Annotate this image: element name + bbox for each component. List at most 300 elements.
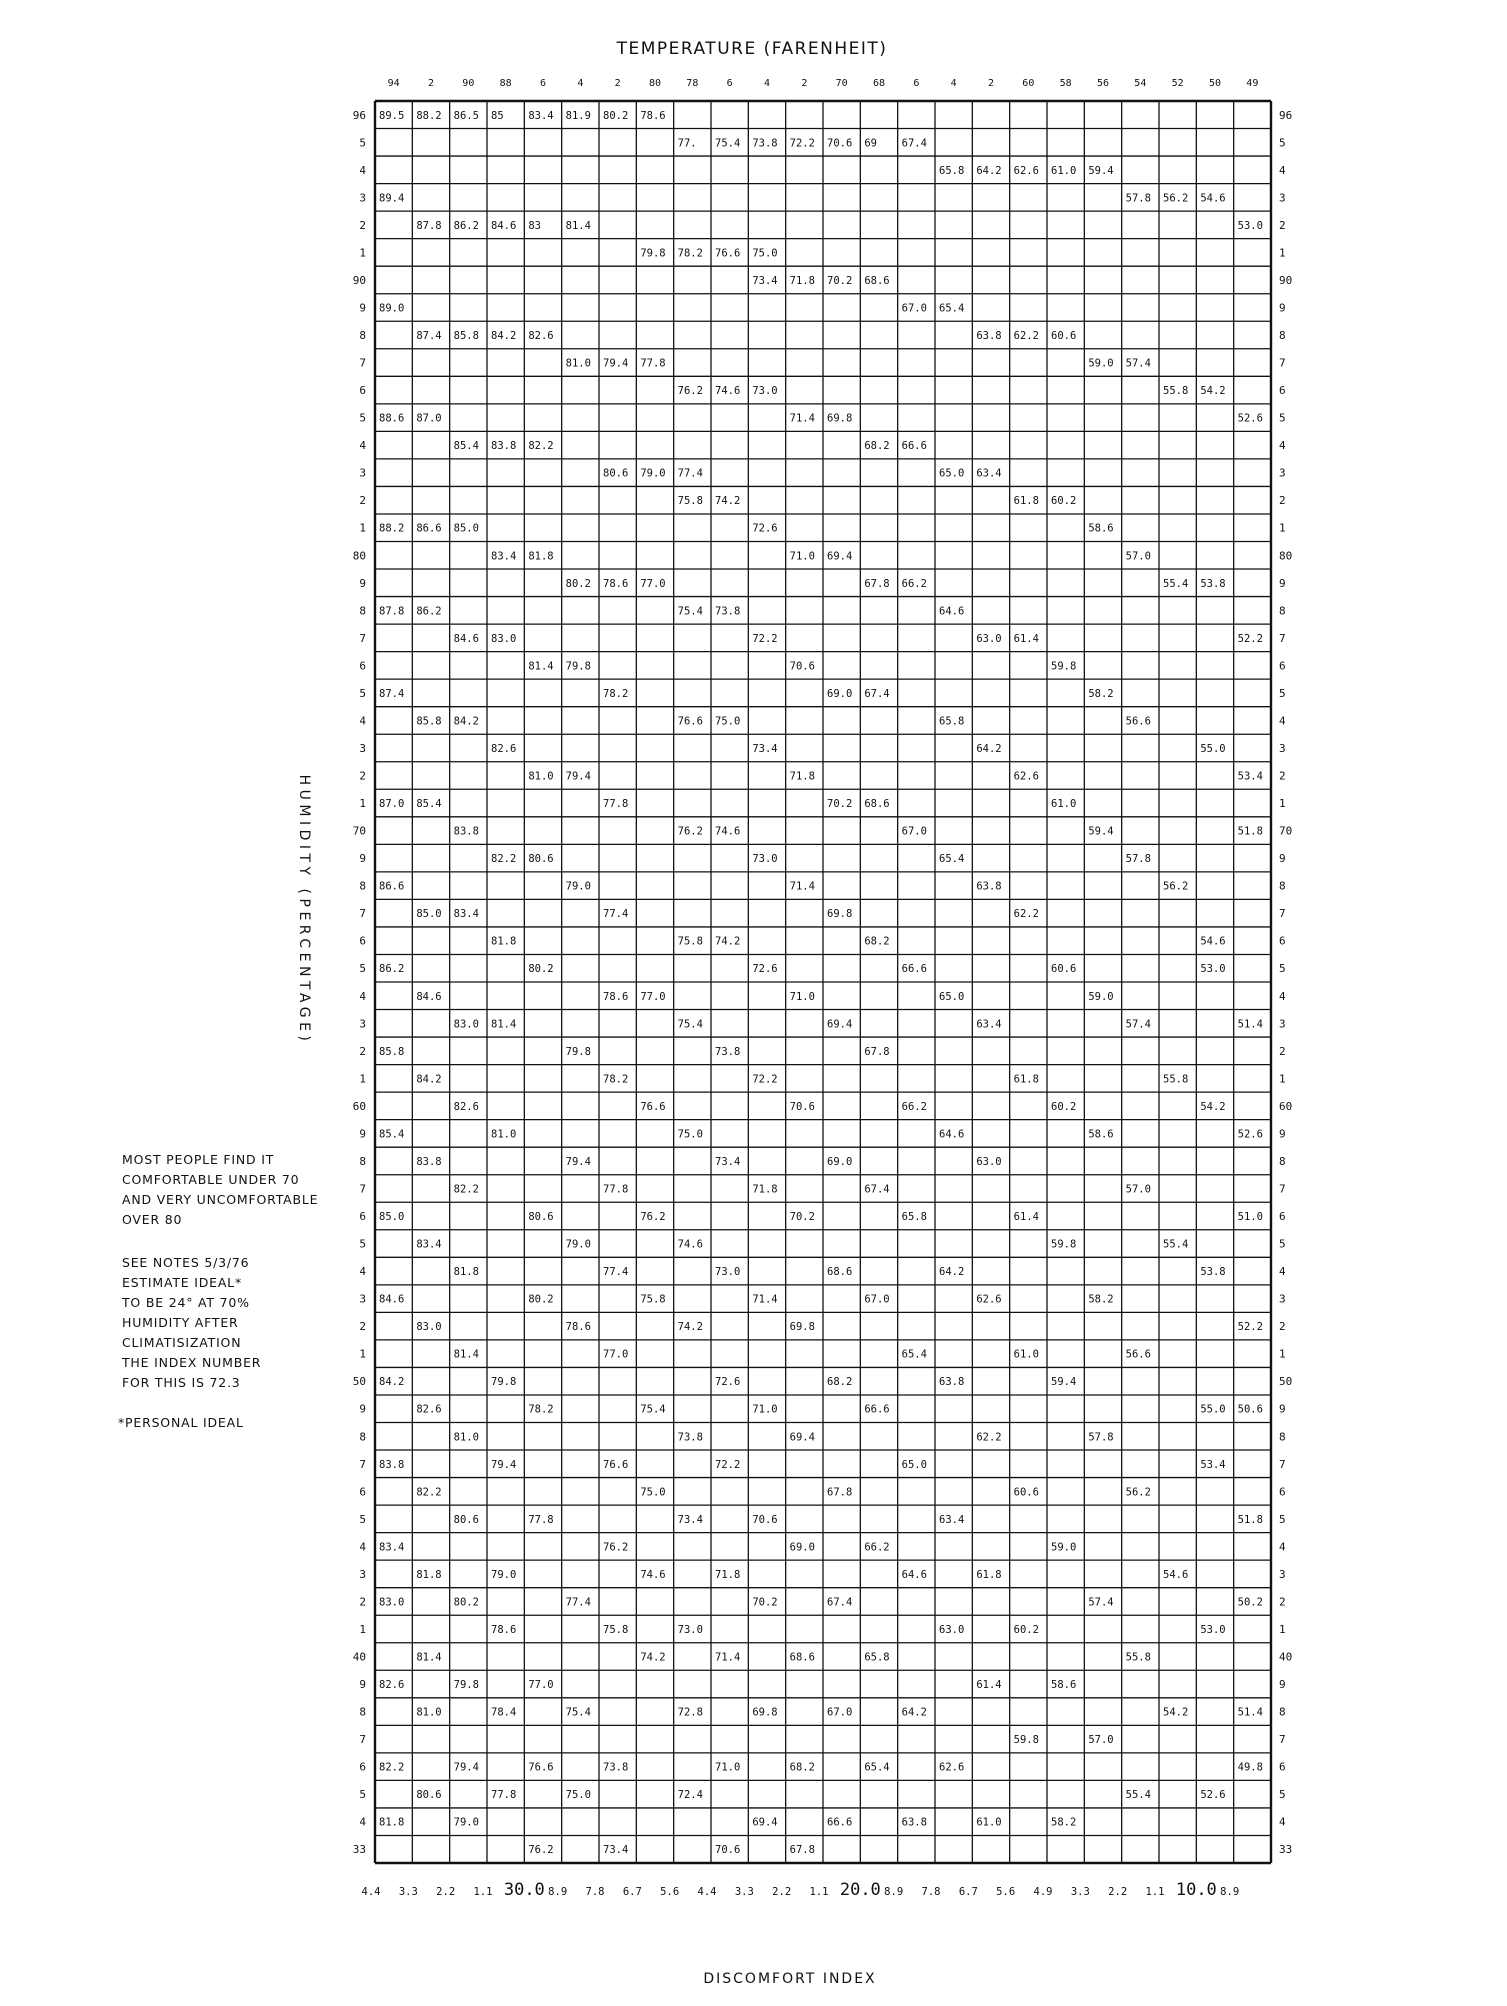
cell-value: 63.4 xyxy=(939,1513,965,1526)
humidity-label-right: 5 xyxy=(1279,686,1286,700)
cell-value: 83.4 xyxy=(379,1541,405,1554)
cell-value: 59.0 xyxy=(1051,1541,1077,1554)
cell-value: 83.4 xyxy=(416,1238,442,1251)
cell-value: 68.6 xyxy=(864,274,890,287)
humidity-label-left: 2 xyxy=(359,1044,366,1058)
cell-value: 84.6 xyxy=(453,632,479,645)
cell-value: 83.4 xyxy=(491,550,517,563)
cell-value: 65.0 xyxy=(939,467,965,480)
cell-value: 77.0 xyxy=(603,1348,629,1361)
cell-value: 67.4 xyxy=(864,687,890,700)
humidity-label-left: 8 xyxy=(359,1154,366,1168)
discomfort-values xyxy=(379,110,1263,1856)
humidity-label-left: 7 xyxy=(359,1182,366,1196)
cell-value: 55.4 xyxy=(1163,577,1189,590)
cell-value: 79.8 xyxy=(453,1679,479,1692)
cell-value: 65.4 xyxy=(939,302,965,315)
humidity-label-right: 70 xyxy=(1279,824,1293,838)
cell-value: 83.8 xyxy=(453,825,479,838)
cell-value: 70.6 xyxy=(752,1513,778,1526)
cell-value: 72.2 xyxy=(752,632,778,645)
cell-value: 64.6 xyxy=(901,1568,927,1581)
humidity-label-right: 2 xyxy=(1279,1044,1286,1058)
temperature-label: 58 xyxy=(1059,78,1072,89)
cell-value: 69.4 xyxy=(827,550,853,563)
note-line: *PERSONAL IDEAL xyxy=(118,1415,244,1430)
humidity-label-right: 8 xyxy=(1279,329,1286,343)
humidity-label-right: 1 xyxy=(1279,521,1286,535)
temperature-label: 56 xyxy=(1096,78,1110,89)
cell-value: 53.8 xyxy=(1200,1266,1226,1279)
humidity-label-left: 1 xyxy=(359,797,366,811)
note-line: TO BE 24° AT 70% xyxy=(122,1295,250,1310)
humidity-label-right: 6 xyxy=(1279,934,1286,948)
note-line: OVER 80 xyxy=(122,1212,183,1227)
cell-value: 69.8 xyxy=(827,412,853,425)
cell-value: 74.6 xyxy=(715,385,741,398)
humidity-label-left: 5 xyxy=(359,136,366,150)
humidity-label-left: 9 xyxy=(359,1678,366,1692)
humidity-label-right: 40 xyxy=(1279,1650,1293,1664)
cell-value: 76.2 xyxy=(677,385,703,398)
humidity-label-left: 1 xyxy=(359,1347,366,1361)
cell-value: 69.4 xyxy=(827,1018,853,1031)
temperature-scale xyxy=(388,78,1259,89)
temperature-label: 2 xyxy=(614,78,621,89)
cell-value: 69.0 xyxy=(827,1155,853,1168)
humidity-label-left: 7 xyxy=(359,356,366,370)
note-line: SEE NOTES 5/3/76 xyxy=(122,1255,250,1270)
cell-value: 68.2 xyxy=(789,1761,815,1774)
cell-value: 84.2 xyxy=(453,715,479,728)
cell-value: 84.6 xyxy=(416,990,442,1003)
humidity-label-right: 4 xyxy=(1279,439,1286,453)
cell-value: 66.6 xyxy=(901,440,927,453)
discomfort-index-label: 1.1 xyxy=(809,1886,829,1898)
cell-value: 69.8 xyxy=(752,1706,778,1719)
cell-value: 81.4 xyxy=(491,1018,517,1031)
humidity-label-right: 1 xyxy=(1279,1622,1286,1636)
cell-value: 87.0 xyxy=(379,798,405,811)
humidity-label-left: 9 xyxy=(359,576,366,590)
discomfort-index-label: 6.7 xyxy=(622,1886,642,1898)
humidity-label-left: 3 xyxy=(359,466,366,480)
cell-value: 83 xyxy=(528,219,541,232)
temperature-label: 54 xyxy=(1134,78,1147,89)
humidity-label-right: 5 xyxy=(1279,411,1286,425)
cell-value: 72.4 xyxy=(677,1789,703,1802)
humidity-label-left: 1 xyxy=(359,1622,366,1636)
cell-value: 75.0 xyxy=(752,247,778,260)
cell-value: 84.6 xyxy=(379,1293,405,1306)
cell-value: 73.0 xyxy=(752,385,778,398)
discomfort-index-label: 5.6 xyxy=(996,1886,1016,1898)
cell-value: 67.0 xyxy=(901,302,927,315)
humidity-label-right: 5 xyxy=(1279,136,1286,150)
humidity-label-right: 96 xyxy=(1279,108,1293,122)
cell-value: 79.0 xyxy=(491,1568,517,1581)
humidity-label-left: 2 xyxy=(359,218,366,232)
cell-value: 64.6 xyxy=(939,1128,965,1141)
cell-value: 72.8 xyxy=(677,1706,703,1719)
cell-value: 75.8 xyxy=(677,935,703,948)
cell-value: 73.4 xyxy=(715,1155,741,1168)
humidity-label-left: 4 xyxy=(359,1815,366,1829)
cell-value: 79.4 xyxy=(565,1155,591,1168)
humidity-label-left: 6 xyxy=(359,1210,366,1224)
cell-value: 74.2 xyxy=(640,1651,666,1664)
cell-value: 79.0 xyxy=(453,1816,479,1829)
discomfort-index-label: 4.9 xyxy=(1033,1886,1053,1898)
discomfort-index-label: 4.4 xyxy=(361,1886,381,1898)
cell-value: 70.2 xyxy=(827,274,853,287)
cell-value: 67.4 xyxy=(827,1596,853,1609)
humidity-label-left: 70 xyxy=(352,824,366,838)
cell-value: 76.6 xyxy=(640,1100,666,1113)
cell-value: 58.2 xyxy=(1051,1816,1077,1829)
humidity-label-left: 2 xyxy=(359,1595,366,1609)
cell-value: 64.2 xyxy=(976,164,1002,177)
cell-value: 55.4 xyxy=(1125,1789,1151,1802)
cell-value: 80.6 xyxy=(528,1211,554,1224)
cell-value: 78.6 xyxy=(603,990,629,1003)
cell-value: 78.2 xyxy=(528,1403,554,1416)
cell-value: 89.4 xyxy=(379,192,405,205)
cell-value: 75.0 xyxy=(565,1789,591,1802)
cell-value: 73.4 xyxy=(752,274,778,287)
cell-value: 73.8 xyxy=(715,605,741,618)
cell-value: 67.4 xyxy=(901,137,927,150)
humidity-label-left: 4 xyxy=(359,1265,366,1279)
cell-value: 66.6 xyxy=(864,1403,890,1416)
cell-value: 75.4 xyxy=(565,1706,591,1719)
cell-value: 50.2 xyxy=(1237,1596,1263,1609)
cell-value: 80.2 xyxy=(565,577,591,590)
cell-value: 60.6 xyxy=(1051,330,1077,343)
cell-value: 51.8 xyxy=(1237,825,1263,838)
cell-value: 65.8 xyxy=(939,164,965,177)
cell-value: 78.6 xyxy=(565,1321,591,1334)
cell-value: 78.6 xyxy=(640,109,666,122)
cell-value: 54.6 xyxy=(1200,192,1226,205)
cell-value: 77. xyxy=(677,137,697,150)
humidity-label-left: 4 xyxy=(359,439,366,453)
note-line: COMFORTABLE UNDER 70 xyxy=(122,1172,300,1187)
cell-value: 62.6 xyxy=(1013,164,1039,177)
discomfort-index-label: 2.2 xyxy=(772,1886,792,1898)
cell-value: 81.0 xyxy=(453,1431,479,1444)
cell-value: 55.8 xyxy=(1125,1651,1151,1664)
cell-value: 85.8 xyxy=(379,1045,405,1058)
cell-value: 74.6 xyxy=(640,1568,666,1581)
discomfort-index-label: 6.7 xyxy=(958,1886,978,1898)
cell-value: 79.4 xyxy=(565,770,591,783)
cell-value: 61.4 xyxy=(1013,1211,1039,1224)
cell-value: 80.2 xyxy=(453,1596,479,1609)
temperature-label: 6 xyxy=(726,78,733,89)
cell-value: 86.2 xyxy=(416,605,442,618)
cell-value: 84.2 xyxy=(491,330,517,343)
humidity-label-right: 9 xyxy=(1279,576,1286,590)
cell-value: 53.8 xyxy=(1200,577,1226,590)
cell-value: 55.0 xyxy=(1200,1403,1226,1416)
cell-value: 77.4 xyxy=(677,467,703,480)
cell-value: 61.4 xyxy=(976,1679,1002,1692)
cell-value: 57.0 xyxy=(1125,1183,1151,1196)
discomfort-index-label: 3.3 xyxy=(1070,1886,1090,1898)
discomfort-index-label: 2.2 xyxy=(436,1886,456,1898)
cell-value: 81.8 xyxy=(379,1816,405,1829)
humidity-label-left: 8 xyxy=(359,879,366,893)
cell-value: 73.4 xyxy=(603,1844,629,1857)
cell-value: 49.8 xyxy=(1237,1761,1263,1774)
cell-value: 67.0 xyxy=(901,825,927,838)
cell-value: 59.0 xyxy=(1088,357,1114,370)
cell-value: 51.4 xyxy=(1237,1706,1263,1719)
cell-value: 73.4 xyxy=(752,742,778,755)
cell-value: 55.4 xyxy=(1163,1238,1189,1251)
humidity-label-left: 8 xyxy=(359,329,366,343)
discomfort-index-label: 8.9 xyxy=(884,1886,904,1898)
cell-value: 67.8 xyxy=(864,577,890,590)
cell-value: 89.0 xyxy=(379,302,405,315)
humidity-label-right: 3 xyxy=(1279,1017,1286,1031)
cell-value: 62.6 xyxy=(939,1761,965,1774)
humidity-label-right: 9 xyxy=(1279,1402,1286,1416)
humidity-label-right: 7 xyxy=(1279,356,1286,370)
cell-value: 59.4 xyxy=(1051,1376,1077,1389)
cell-value: 82.2 xyxy=(453,1183,479,1196)
cell-value: 79.8 xyxy=(640,247,666,260)
cell-value: 55.8 xyxy=(1163,385,1189,398)
temperature-label: 4 xyxy=(950,78,957,89)
cell-value: 81.8 xyxy=(416,1568,442,1581)
discomfort-index-label: 1.1 xyxy=(473,1886,493,1898)
cell-value: 77.0 xyxy=(640,990,666,1003)
cell-value: 83.4 xyxy=(453,908,479,921)
humidity-label-left: 7 xyxy=(359,631,366,645)
cell-value: 60.2 xyxy=(1013,1623,1039,1636)
cell-value: 81.4 xyxy=(453,1348,479,1361)
cell-value: 83.4 xyxy=(528,109,554,122)
humidity-label-left: 4 xyxy=(359,989,366,1003)
cell-value: 59.8 xyxy=(1013,1734,1039,1747)
cell-value: 74.2 xyxy=(677,1321,703,1334)
cell-value: 61.0 xyxy=(1051,164,1077,177)
temperature-label: 60 xyxy=(1022,78,1035,89)
cell-value: 55.0 xyxy=(1200,742,1226,755)
cell-value: 65.8 xyxy=(864,1651,890,1664)
note-line: HUMIDITY AFTER xyxy=(122,1315,239,1330)
humidity-label-right: 6 xyxy=(1279,1760,1286,1774)
temperature-label: 4 xyxy=(763,78,771,89)
humidity-label-left: 5 xyxy=(359,1512,366,1526)
cell-value: 69.8 xyxy=(789,1321,815,1334)
cell-value: 80.6 xyxy=(528,853,554,866)
cell-value: 50.6 xyxy=(1237,1403,1263,1416)
cell-value: 52.2 xyxy=(1237,632,1263,645)
cell-value: 62.6 xyxy=(976,1293,1002,1306)
cell-value: 57.4 xyxy=(1125,357,1151,370)
humidity-label-left: 3 xyxy=(359,191,366,205)
cell-value: 73.4 xyxy=(677,1513,703,1526)
cell-value: 68.6 xyxy=(789,1651,815,1664)
cell-value: 78.2 xyxy=(677,247,703,260)
cell-value: 58.2 xyxy=(1088,1293,1114,1306)
cell-value: 53.0 xyxy=(1200,963,1226,976)
cell-value: 83.0 xyxy=(453,1018,479,1031)
cell-value: 77.8 xyxy=(603,1183,629,1196)
cell-value: 67.4 xyxy=(864,1183,890,1196)
cell-value: 77.0 xyxy=(640,577,666,590)
cell-value: 52.6 xyxy=(1237,412,1263,425)
humidity-label-right: 90 xyxy=(1279,273,1293,287)
cell-value: 76.6 xyxy=(677,715,703,728)
cell-value: 76.2 xyxy=(640,1211,666,1224)
cell-value: 74.2 xyxy=(715,935,741,948)
humidity-label-left: 50 xyxy=(352,1375,366,1389)
humidity-label-left: 2 xyxy=(359,494,366,508)
humidity-label-left: 9 xyxy=(359,1127,366,1141)
cell-value: 71.4 xyxy=(789,880,815,893)
cell-value: 71.8 xyxy=(789,274,815,287)
discomfort-index-label: 5.6 xyxy=(660,1886,680,1898)
note-ideal xyxy=(122,1253,261,1393)
cell-value: 75.4 xyxy=(677,1018,703,1031)
cell-value: 70.2 xyxy=(827,798,853,811)
cell-value: 71.4 xyxy=(752,1293,778,1306)
cell-value: 89.5 xyxy=(379,109,405,122)
cell-value: 53.4 xyxy=(1200,1458,1226,1471)
cell-value: 73.8 xyxy=(715,1045,741,1058)
discomfort-index-label: 30.0 xyxy=(503,1880,545,1900)
discomfort-index-label: 2.2 xyxy=(1108,1886,1128,1898)
humidity-label-left: 1 xyxy=(359,246,366,260)
cell-value: 69.0 xyxy=(789,1541,815,1554)
discomfort-index-label: 10.0 xyxy=(1175,1880,1217,1900)
cell-value: 78.2 xyxy=(603,1073,629,1086)
humidity-label-right: 9 xyxy=(1279,1127,1286,1141)
cell-value: 65.8 xyxy=(901,1211,927,1224)
cell-value: 65.4 xyxy=(939,853,965,866)
cell-value: 57.4 xyxy=(1088,1596,1114,1609)
humidity-label-right: 50 xyxy=(1279,1375,1293,1389)
cell-value: 59.0 xyxy=(1088,990,1114,1003)
cell-value: 61.0 xyxy=(976,1816,1002,1829)
humidity-label-right: 7 xyxy=(1279,631,1286,645)
cell-value: 75.8 xyxy=(677,495,703,508)
cell-value: 72.6 xyxy=(752,522,778,535)
cell-value: 88.6 xyxy=(379,412,405,425)
cell-value: 63.8 xyxy=(939,1376,965,1389)
humidity-label-right: 8 xyxy=(1279,879,1286,893)
cell-value: 56.2 xyxy=(1125,1486,1151,1499)
humidity-scale-right xyxy=(1279,109,1292,1856)
cell-value: 73.8 xyxy=(603,1761,629,1774)
cell-value: 74.2 xyxy=(715,495,741,508)
temperature-label: 90 xyxy=(462,78,475,89)
cell-value: 66.6 xyxy=(827,1816,853,1829)
x-axis-title: DISCOMFORT INDEX xyxy=(703,1971,877,1987)
cell-value: 67.8 xyxy=(864,1045,890,1058)
cell-value: 54.2 xyxy=(1200,1100,1226,1113)
cell-value: 71.0 xyxy=(752,1403,778,1416)
cell-value: 75.4 xyxy=(677,605,703,618)
humidity-label-left: 6 xyxy=(359,934,366,948)
humidity-label-right: 80 xyxy=(1279,549,1293,563)
cell-value: 71.8 xyxy=(789,770,815,783)
cell-value: 63.0 xyxy=(976,632,1002,645)
humidity-label-right: 2 xyxy=(1279,1320,1286,1334)
humidity-label-left: 5 xyxy=(359,686,366,700)
humidity-label-left: 4 xyxy=(359,1540,366,1554)
note-line: CLIMATISIZATION xyxy=(122,1335,242,1350)
cell-value: 55.8 xyxy=(1163,1073,1189,1086)
cell-value: 58.6 xyxy=(1051,1679,1077,1692)
cell-value: 65.0 xyxy=(901,1458,927,1471)
cell-value: 70.2 xyxy=(752,1596,778,1609)
cell-value: 87.4 xyxy=(416,330,442,343)
cell-value: 78.6 xyxy=(491,1623,517,1636)
humidity-label-right: 6 xyxy=(1279,1210,1286,1224)
cell-value: 82.6 xyxy=(491,742,517,755)
cell-value: 81.0 xyxy=(416,1706,442,1719)
temperature-label: 50 xyxy=(1208,78,1222,89)
humidity-label-right: 7 xyxy=(1279,907,1286,921)
cell-value: 64.2 xyxy=(976,742,1002,755)
cell-value: 62.2 xyxy=(976,1431,1002,1444)
discomfort-index-label: 8.9 xyxy=(548,1886,568,1898)
cell-value: 75.0 xyxy=(677,1128,703,1141)
cell-value: 54.2 xyxy=(1200,385,1226,398)
cell-value: 82.6 xyxy=(453,1100,479,1113)
cell-value: 80.6 xyxy=(416,1789,442,1802)
cell-value: 66.2 xyxy=(901,577,927,590)
cell-value: 63.8 xyxy=(976,880,1002,893)
humidity-label-left: 2 xyxy=(359,769,366,783)
cell-value: 70.6 xyxy=(715,1844,741,1857)
cell-value: 88.2 xyxy=(416,109,442,122)
temperature-label: 88 xyxy=(499,78,512,89)
cell-value: 74.6 xyxy=(677,1238,703,1251)
cell-value: 71.4 xyxy=(715,1651,741,1664)
cell-value: 79.4 xyxy=(453,1761,479,1774)
cell-value: 88.2 xyxy=(379,522,405,535)
cell-value: 67.8 xyxy=(827,1486,853,1499)
cell-value: 61.8 xyxy=(976,1568,1002,1581)
cell-value: 85 xyxy=(491,109,504,122)
cell-value: 77.4 xyxy=(565,1596,591,1609)
cell-value: 79.0 xyxy=(640,467,666,480)
cell-value: 51.4 xyxy=(1237,1018,1263,1031)
cell-value: 84.2 xyxy=(416,1073,442,1086)
cell-value: 56.6 xyxy=(1125,715,1151,728)
cell-value: 68.2 xyxy=(827,1376,853,1389)
humidity-label-right: 5 xyxy=(1279,1512,1286,1526)
cell-value: 81.4 xyxy=(416,1651,442,1664)
humidity-label-right: 3 xyxy=(1279,741,1286,755)
cell-value: 59.4 xyxy=(1088,164,1114,177)
humidity-label-right: 8 xyxy=(1279,604,1286,618)
cell-value: 78.4 xyxy=(491,1706,517,1719)
cell-value: 83.8 xyxy=(416,1155,442,1168)
humidity-label-right: 8 xyxy=(1279,1705,1286,1719)
humidity-label-right: 8 xyxy=(1279,1154,1286,1168)
cell-value: 67.0 xyxy=(827,1706,853,1719)
cell-value: 53.4 xyxy=(1237,770,1263,783)
temperature-label: 78 xyxy=(686,78,699,89)
cell-value: 80.2 xyxy=(528,1293,554,1306)
